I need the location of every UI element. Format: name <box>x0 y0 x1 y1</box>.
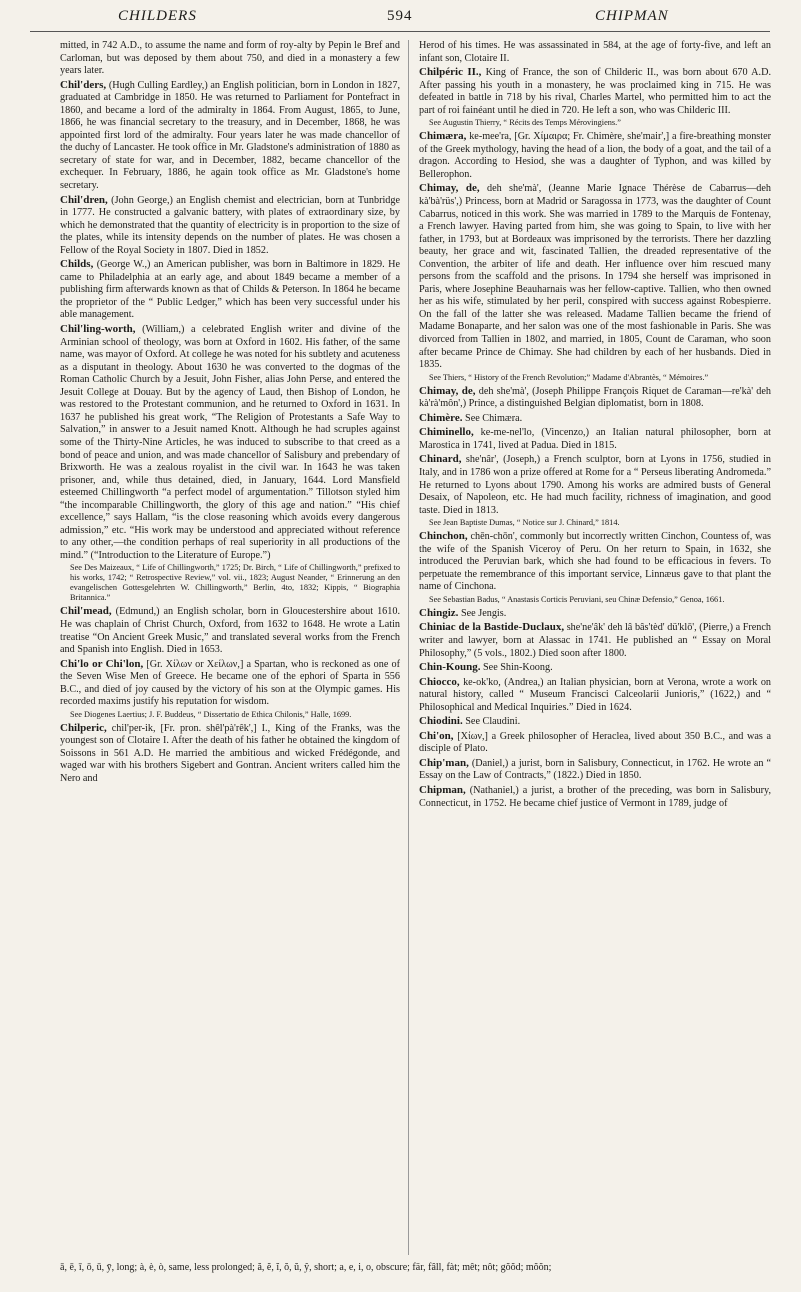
dictionary-entry <box>419 412 771 426</box>
entry-text: chēn-chōn', commonly but incorrectly written Cinchon, Countess of, was the wife of the Spanish Viceroy of Peru. On her return to Spain, in 1632, she introduced the Peruvian bark, which she had found to be efficacious in fevers. To perpetuate the remembrance of this important service, Linnæus gave to that plant the name of Cinchona. <box>419 531 771 593</box>
reference-note: See Thiers, “ History of the French Revolution;” Madame d'Abrantès, “ Mémoires.” <box>429 372 709 382</box>
entry-text: she'nâr', (Joseph,) a French sculptor, born at Lyons in 1756, studied in Italy, and in 1786 won a prize offered at Rome for a “ Perseus liberating Andromeda.” He returned to Lyons about 1790. Among his works are admired busts of General Desaix, of Napoleon, etc. He had much facility, richness of imagination, and good taste. Died in 1813. <box>419 454 772 516</box>
dictionary-entry <box>419 661 771 675</box>
entry-headword: Chilperic, <box>60 721 107 734</box>
entry-text: See Claudini. <box>465 716 521 728</box>
entry-text: she'ne'âk' deh lâ bâs'tèd' dü'klō', (Pierre,) a French writer and lawyer, born at Alassac in 1741. He published an “ Essay on Moral Philosophy,” (5 vols., 1802.) Died soon after 1800. <box>419 622 772 659</box>
entry-headword: Chipman, <box>419 783 466 796</box>
header-right-word: CHIPMAN <box>595 8 669 24</box>
entry-headword: Chi'on, <box>419 729 454 742</box>
entry-text: (Daniel,) a jurist, born in Salisbury, Connecticut, in 1762. He wrote an “ Essay on the Law of Contracts,” (1822.) Died in 1850. <box>419 757 771 782</box>
header-left-word: CHILDERS <box>118 8 197 24</box>
entry-text: ke-mee'ra, [Gr. Χίμαιρα; Fr. Chimère, she'mair',] a fire-breathing monster of the Greek mythology, having the head of a lion, the body of a goat, and the tail of a dragon. According to Hesiod, she was a daughter of Typhon, and was killed by Bellerophon. <box>419 131 772 180</box>
dictionary-entry <box>419 676 771 715</box>
reference-note: See Jean Baptiste Dumas, “ Notice sur J. Chinard,” 1814. <box>429 518 620 528</box>
entry-headword: Chil'mead, <box>60 605 112 618</box>
dictionary-entry <box>419 40 771 65</box>
entry-text: See Jengis. <box>460 607 507 619</box>
reference-note: See Augustin Thierry, “ Récits des Temps Mérovingiens.” <box>429 118 621 128</box>
dictionary-entry <box>419 66 771 117</box>
page-number: 594 <box>387 8 413 24</box>
column-divider <box>408 40 409 1255</box>
entry-text: ke-me-nel'lo, (Vincenzo,) an Italian natural philosopher, born at Marostica in 1741, lived at Padua. Died in 1815. <box>419 427 771 451</box>
entry-text: See Shin-Koong. <box>483 662 553 674</box>
entry-headword: Chil'dren, <box>60 193 108 206</box>
reference-note: See Diogenes Laertius; J. F. Buddeus, “ Dissertatio de Ethica Chilonis,” Halle, 1699. <box>70 709 352 719</box>
entry-text: [Gr. Χίλων or Χείλων,] a Spartan, who is reckoned as one of the Seven Wise Men of Greece. He became one of the ephori of Sparta in 556 B.C., and died of joy caused by the victory of his son at the Olympic games. His recorded maxims justify his reputation for wisdom. <box>60 658 401 708</box>
entry-headword: Chiocco, <box>419 675 460 688</box>
dictionary-entry <box>60 323 400 562</box>
dictionary-entry <box>60 605 400 656</box>
header-rule <box>30 31 770 32</box>
entry-text: [Χίων,] a Greek philosopher of Heraclea, lived about 350 B.C., and was a disciple of Plato. <box>419 730 771 755</box>
dictionary-entry <box>419 784 771 810</box>
entry-text: (John George,) an English chemist and electrician, born at Tunbridge in 1777. He constructed a galvanic battery, with plates of extraordinary size, by which he demonstrated that the quantity of electricity is in proportion to the size of the plates, while its intensity depends on the number of plates. He was chosen a Fellow of the Royal Society in 1807. Died in 1852. <box>60 194 401 256</box>
left-column <box>60 40 400 787</box>
entry-headword: Chip'man, <box>419 756 469 769</box>
entry-text: mitted, in 742 A.D., to assume the name and form of roy-alty by Pepin le Bref and Carloman, but was deposed by them about 750, and died in a monastery a few years later. <box>60 40 400 77</box>
dictionary-entry <box>419 757 771 783</box>
entry-text: deh she'mà', (Joseph Philippe François Riquet de Caraman—re'kà' deh kà'rà'môn',) Prince, a distinguished Belgian diplomatist, born in 1808. <box>419 385 771 410</box>
running-header <box>0 8 801 32</box>
dictionary-entry <box>60 258 400 322</box>
entry-headword: Chil'ders, <box>60 78 107 91</box>
dictionary-entry <box>60 658 400 709</box>
entry-headword: Chin-Koung. <box>419 661 481 674</box>
entry-text: (Nathaniel,) a jurist, a brother of the preceding, was born in Salisbury, Connecticut, in 1752. He became chief justice of Vermont in 1789, judge of <box>419 784 772 809</box>
dictionary-entry <box>419 426 771 452</box>
dictionary-entry <box>60 40 400 78</box>
entry-headword: Chingiz. <box>419 606 459 619</box>
entry-headword: Chi'lo or Chi'lon, <box>60 657 144 670</box>
dictionary-entry <box>419 130 771 181</box>
right-column <box>419 40 771 811</box>
dictionary-entry <box>419 530 771 594</box>
dictionary-entry <box>60 79 400 193</box>
entry-headword: Childs, <box>60 258 94 271</box>
entry-headword: Chinchon, <box>419 530 468 543</box>
entry-text: deh she'mà', (Jeanne Marie Ignace Thérèse de Cabarrus—deh kà'bà'rüs',) Princess, born at Madrid or Saragossa in 1773, was the daughter of Count Cabarrus, noticed in this work. She was married in 1789 to the Marquis de Fontenay, a French lawyer. Having parted from him, she was going to Spain, to live with her father, in 1793, but at Bordeaux was imprisoned by the terrorists. There her dazzling beauty, her grace and wit, fascinated Tallien, the dreaded representative of the Convention, the arbiter of life and death. Her influence over him rescued many persons from the scaffold and the prisons. In 1794 she herself was imprisoned in Paris, where Josephine Beauharnais was her fellow-captive. Tallien, who then owned her as his wife, stimulated by her peril, conspired with success against Robespierre. On the fall of the latter she was released. Madame Tallien became the friend of Madame Bonaparte, and her salon was one of the most fashionable in Paris. She was divorced from Tallien in 1802, and married, in 1805, Count de Caraman, who soon after became Prince de Chimay. She had children by each of her husbands. Died in 1835. <box>419 183 772 371</box>
entry-text: ke-ok'ko, (Andrea,) an Italian physician, born at Verona, wrote a work on natural history, called “ Museum Francisci Calceolarii Junioris,” (1622,) and “ Philosophical and Medical Inquiries.” Died in 1624. <box>419 676 772 713</box>
entry-headword: Chiodini. <box>419 715 463 728</box>
entry-headword: Chiminello, <box>419 426 474 439</box>
entry-text: (Hugh Culling Eardley,) an English politician, born in London in 1827, graduated at Cambridge in 1850. He was returned to Parliament for Pontefract in 1860, and became a lord of the admiralty in 1864. From August, 1865, to June, 1866, he was financial secretary to the treasury, and in December, 1868, he was appointed first lord of the admiralty. Four years later he was made chancellor of the duchy of Lancaster. He took office in Mr. Gladstone's administration of 1880 as secretary of state for war, and in December, 1882, became chancellor of the exchequer. In February, 1886, he again took office as Mr. Gladstone's home secretary. <box>60 79 400 192</box>
entry-headword: Chiniac de la Bastide-Duclaux, <box>419 621 565 634</box>
dictionary-entry <box>419 453 771 517</box>
entry-text: (George W.,) an American publisher, was born in Baltimore in 1829. He came to Philadelphia at an early age, and about 1849 became a member of a publishing firm afterwards known as that of Childs & Peterson. In 1864 he became the proprietor of the “ Public Ledger,” which has been very successful under his able management. <box>60 259 400 321</box>
entry-text: (William,) a celebrated English writer and divine of the Arminian school of theology, was born at Oxford in 1602. His father, of the same name, was mayor of Oxford. At college he was noted for his subtlety and acuteness as a disputant in theology. About 1630 he was converted to the dogmas of the Roman Catholic Church by a Jesuit, John Fisher, alias John Perse, and entered the Jesuit College at Douay. But by the agency of Laud, then Bishop of London, he was restored to the Protestant communion, and he returned to Oxford in 1631. In 1637 he published his great work, “The Religion of Protestants a Safe Way to Salvation,” in answer to a Jesuit named Knott. Although he had scruples against some of the Thirty-Nine Articles, he was induced to subscribe to that creed as a bond of peace and union, and was made chancellor of Salisbury and prebendary of Brixworth. He was a zealous royalist in the civil war. In 1643 he was taken prisoner, and, while thus detained, died, in January, 1644. Lord Mansfield esteemed Chillingworth “a perfect model of argumentation.” Tillotson styled him “the incomparable Chillingworth, the glory of this age and nation.” “His chief excellence,” says Hallam, “is the close reasoning which avoids every dangerous admission,” etc. “His work may be understood and appreciated without reference to any other,—the condition perhaps of real superiority in all productions of the mind.” (“Introduction to the Literature of Europe.”) <box>60 324 400 561</box>
entry-headword: Chimère. <box>419 411 463 424</box>
dictionary-entry <box>419 182 771 371</box>
reference-note: See Des Maizeaux, “ Life of Chillingworth,” 1725; Dr. Birch, “ Life of Chillingworth,” prefixed to his works, 1742; “ Retrospective Review,” vol. vii., 1823; August Neander, “ Erinnerung an den evangelischen Gottesgelehrten W. Chillingworth,” Berlin, 4to, 1832; Kippis, “ Biographia Britannica.” <box>70 563 400 603</box>
entry-text: See Chimæra. <box>465 412 523 424</box>
entry-text: (Edmund,) an English scholar, born in Gloucestershire about 1610. He was chaplain of Christ Church, Oxford, from 1632 to 1648. He wrote a Latin treatise “On Ancient Greek Music,” and translated several works from the French and Spanish into English. Died in 1653. <box>60 606 400 656</box>
entry-headword: Chimæra, <box>419 130 467 143</box>
entry-headword: Chimay, de, <box>419 384 476 397</box>
entry-headword: Chilpéric II., <box>419 66 482 79</box>
entry-headword: Chinard, <box>419 453 462 466</box>
pronunciation-key-footer: ā, ē, ī, ō, ū, ȳ, long; à, è, ò, same, less prolonged; ă, ĕ, ĭ, ŏ, ŭ, ŷ, short; a, e, i, o, obscure; fär, fâll, fàt; mêt; nôt; gŏŏd; mŏŏn; <box>60 1262 552 1273</box>
entry-headword: Chil'ling-worth, <box>60 323 136 336</box>
dictionary-entry <box>60 194 400 258</box>
dictionary-entry <box>419 715 771 729</box>
dictionary-entry <box>419 607 771 621</box>
dictionary-entry <box>60 722 400 786</box>
entry-text: chil'per-ik, [Fr. pron. shêl'pà'rêk',] I., King of the Franks, was the youngest son of Clotaire I. After the death of his father he obtained the kingdom of Soissons in 561 A.D. He married the ambitious and wicked Frédégonde, and waged war with his brothers Sigebert and Gontran. Ancient writers called him the Nero and <box>60 722 400 784</box>
reference-note: See Sebastian Badus, “ Anastasis Corticis Peruviani, seu Chinæ Defensio,” Genoa, 1661. <box>429 594 725 604</box>
dictionary-entry <box>419 730 771 756</box>
dictionary-entry <box>419 621 771 660</box>
dictionary-entry <box>419 385 771 411</box>
entry-text: King of France, the son of Childeric II., was born about 670 A.D. After passing his youth in a monastery, he was proclaimed king in 715. He was defeated in battle in 718 by his rival, Charles Martel, who permitted him to act the part of roi fainéant until he died in 720. He left a son, who was Childeric III. <box>419 67 771 116</box>
entry-headword: Chimay, de, <box>419 182 480 195</box>
entry-text: Herod of his times. He was assassinated in 584, at the age of forty-five, and left an infant son, Clotaire II. <box>419 40 771 64</box>
